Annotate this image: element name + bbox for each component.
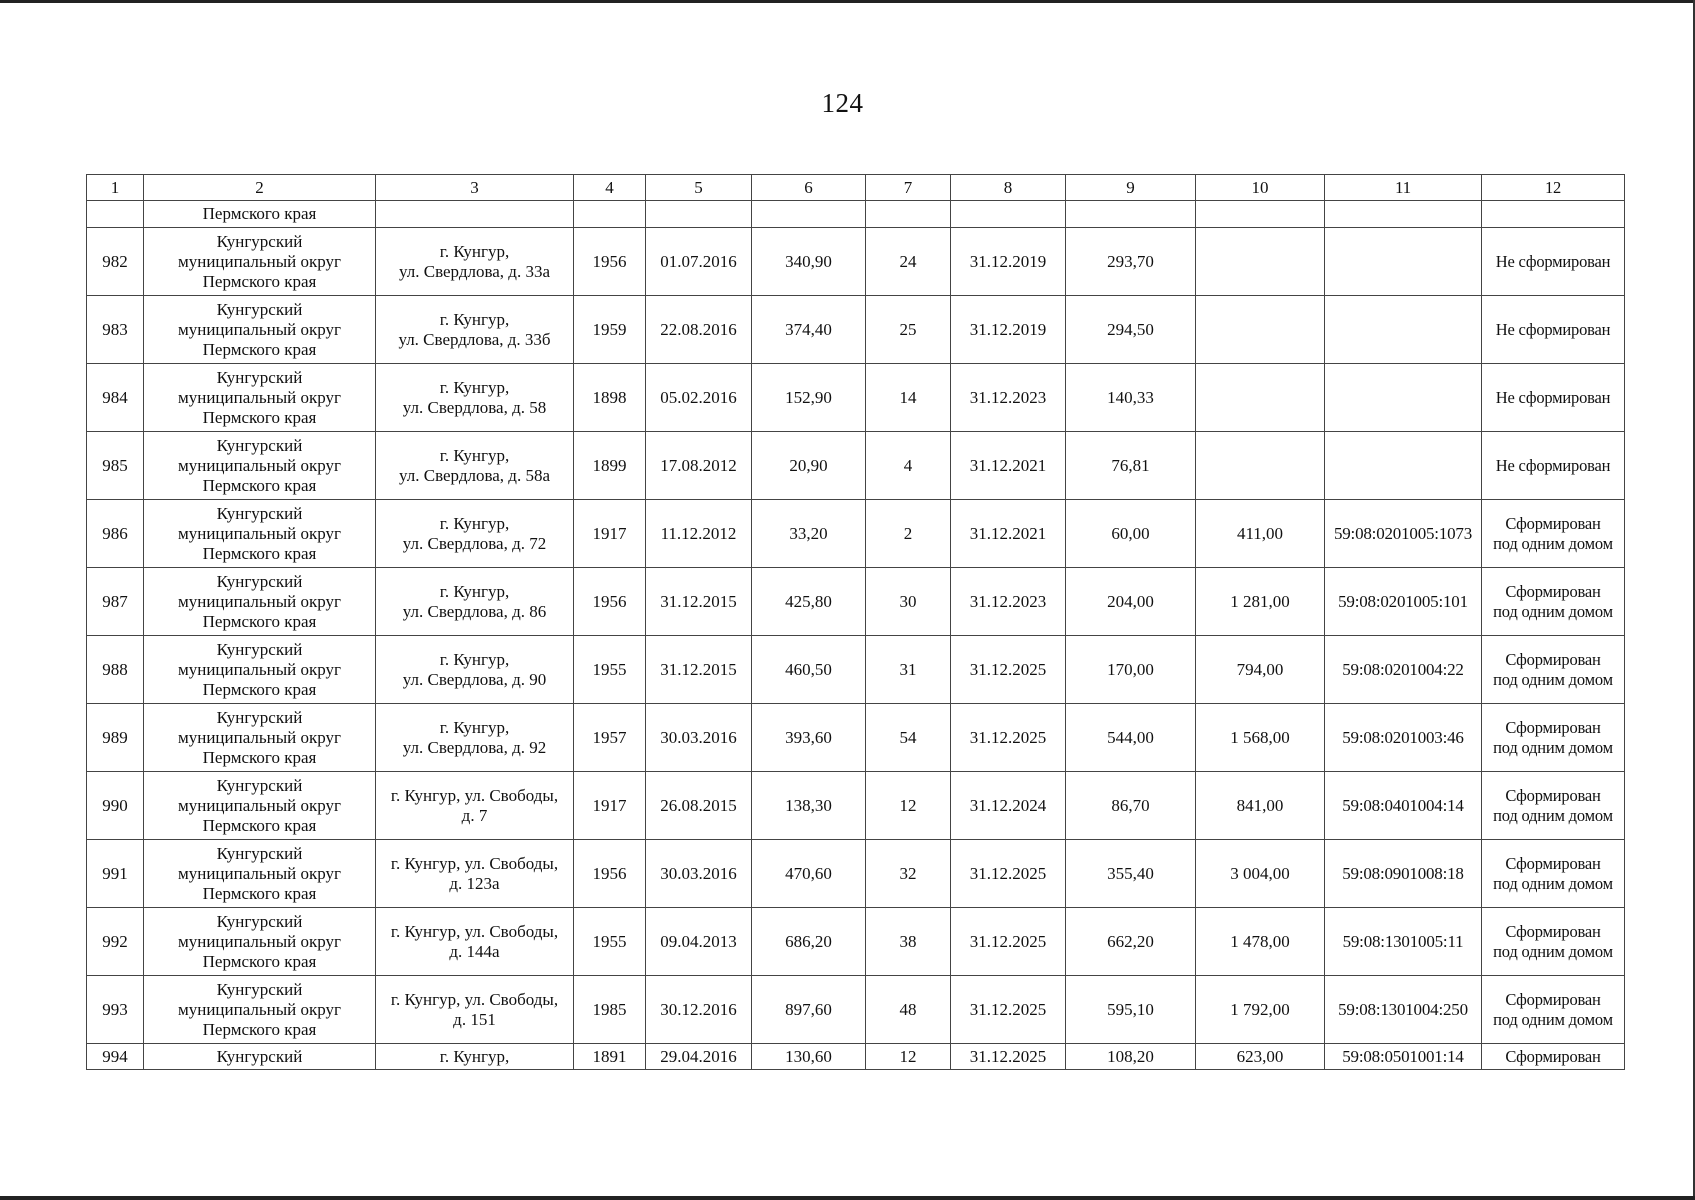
cell-residents: 12 [866, 772, 951, 840]
cell-date: 29.04.2016 [646, 1044, 752, 1070]
cell-year: 1985 [574, 976, 646, 1044]
cell-cadastral-number: 59:08:0201005:1073 [1325, 500, 1482, 568]
cell-land-area: 841,00 [1196, 772, 1325, 840]
cell-row-number: 984 [87, 364, 144, 432]
cell-living-area: 544,00 [1066, 704, 1196, 772]
cell-year [574, 201, 646, 228]
cell-residents [866, 201, 951, 228]
cell-land-status: Сформирован под одним домом [1482, 976, 1625, 1044]
cell-municipality: Кунгурский муниципальный округ Пермского края [144, 908, 376, 976]
cell-land-area [1196, 364, 1325, 432]
cell-land-area: 1 568,00 [1196, 704, 1325, 772]
table-body [87, 175, 1625, 1070]
cell-address: г. Кунгур, ул. Свердлова, д. 86 [376, 568, 574, 636]
cell-deadline: 31.12.2025 [951, 840, 1066, 908]
cell-municipality: Кунгурский муниципальный округ Пермского края [144, 840, 376, 908]
cell-residents: 2 [866, 500, 951, 568]
cell-cadastral-number: 59:08:1301004:250 [1325, 976, 1482, 1044]
cell-living-area: 76,81 [1066, 432, 1196, 500]
cell-municipality: Кунгурский муниципальный округ Пермского края [144, 500, 376, 568]
cell-date: 30.03.2016 [646, 840, 752, 908]
cell-land-status [1482, 201, 1625, 228]
cell-date: 05.02.2016 [646, 364, 752, 432]
column-header-10: 10 [1196, 175, 1325, 201]
cell-year: 1955 [574, 908, 646, 976]
cell-date: 30.12.2016 [646, 976, 752, 1044]
cell-residents: 54 [866, 704, 951, 772]
table-row [87, 432, 1625, 500]
cell-row-number: 992 [87, 908, 144, 976]
cell-area: 686,20 [752, 908, 866, 976]
cell-living-area: 170,00 [1066, 636, 1196, 704]
cell-area: 393,60 [752, 704, 866, 772]
cell-address: г. Кунгур, ул. Свердлова, д. 72 [376, 500, 574, 568]
scan-edge-bottom [0, 1196, 1695, 1200]
cell-row-number: 986 [87, 500, 144, 568]
cell-living-area: 355,40 [1066, 840, 1196, 908]
cell-date: 31.12.2015 [646, 568, 752, 636]
cell-date: 30.03.2016 [646, 704, 752, 772]
cell-date: 22.08.2016 [646, 296, 752, 364]
cell-address [376, 201, 574, 228]
cell-land-status: Не сформирован [1482, 228, 1625, 296]
cell-deadline: 31.12.2025 [951, 636, 1066, 704]
cell-area: 897,60 [752, 976, 866, 1044]
cell-residents: 14 [866, 364, 951, 432]
cell-municipality: Кунгурский муниципальный округ Пермского края [144, 636, 376, 704]
page-number: 124 [821, 88, 864, 118]
cell-residents: 48 [866, 976, 951, 1044]
table-row-partial [87, 1044, 1625, 1070]
cell-date [646, 201, 752, 228]
cell-area: 138,30 [752, 772, 866, 840]
cell-cadastral-number [1325, 296, 1482, 364]
cell-land-area [1196, 296, 1325, 364]
cell-deadline: 31.12.2019 [951, 228, 1066, 296]
cell-address: г. Кунгур, [376, 1044, 574, 1070]
header-row [87, 175, 1625, 201]
cell-address: г. Кунгур, ул. Свободы, д. 123а [376, 840, 574, 908]
cell-municipality: Кунгурский муниципальный округ Пермского края [144, 432, 376, 500]
cell-land-area: 623,00 [1196, 1044, 1325, 1070]
cell-land-area: 794,00 [1196, 636, 1325, 704]
cell-year: 1899 [574, 432, 646, 500]
cell-address: г. Кунгур, ул. Свободы, д. 7 [376, 772, 574, 840]
cell-date: 26.08.2015 [646, 772, 752, 840]
cell-municipality: Кунгурский муниципальный округ Пермского края [144, 568, 376, 636]
cell-year: 1917 [574, 500, 646, 568]
cell-row-number: 994 [87, 1044, 144, 1070]
scan-edge-top [0, 0, 1695, 3]
column-header-1: 1 [87, 175, 144, 201]
cell-area: 340,90 [752, 228, 866, 296]
cell-year: 1891 [574, 1044, 646, 1070]
table-row [87, 908, 1625, 976]
cell-land-area [1196, 228, 1325, 296]
cell-deadline: 31.12.2021 [951, 500, 1066, 568]
cell-cadastral-number [1325, 228, 1482, 296]
cell-municipality: Кунгурский муниципальный округ Пермского края [144, 228, 376, 296]
cell-deadline: 31.12.2025 [951, 704, 1066, 772]
cell-municipality: Кунгурский муниципальный округ Пермского края [144, 704, 376, 772]
cell-cadastral-number [1325, 364, 1482, 432]
cell-date: 17.08.2012 [646, 432, 752, 500]
table-row [87, 568, 1625, 636]
cell-row-number [87, 201, 144, 228]
cell-municipality: Кунгурский муниципальный округ Пермского края [144, 296, 376, 364]
table-row [87, 976, 1625, 1044]
cell-land-area: 3 004,00 [1196, 840, 1325, 908]
cell-deadline: 31.12.2025 [951, 1044, 1066, 1070]
cell-land-area: 1 281,00 [1196, 568, 1325, 636]
cell-living-area [1066, 201, 1196, 228]
cell-address: г. Кунгур, ул. Свердлова, д. 33а [376, 228, 574, 296]
cell-area: 460,50 [752, 636, 866, 704]
column-header-5: 5 [646, 175, 752, 201]
column-header-9: 9 [1066, 175, 1196, 201]
cell-row-number: 988 [87, 636, 144, 704]
table-row [87, 364, 1625, 432]
cell-living-area: 108,20 [1066, 1044, 1196, 1070]
cell-year: 1917 [574, 772, 646, 840]
column-header-6: 6 [752, 175, 866, 201]
cell-address: г. Кунгур, ул. Свердлова, д. 33б [376, 296, 574, 364]
cell-residents: 38 [866, 908, 951, 976]
cell-year: 1959 [574, 296, 646, 364]
cell-row-number: 983 [87, 296, 144, 364]
cell-residents: 30 [866, 568, 951, 636]
cell-address: г. Кунгур, ул. Свердлова, д. 58а [376, 432, 574, 500]
cell-land-status: Сформирован [1482, 1044, 1625, 1070]
cell-land-area: 1 792,00 [1196, 976, 1325, 1044]
cell-cadastral-number: 59:08:0401004:14 [1325, 772, 1482, 840]
cell-area: 33,20 [752, 500, 866, 568]
table-row [87, 636, 1625, 704]
cell-year: 1898 [574, 364, 646, 432]
table-row [87, 772, 1625, 840]
cell-row-number: 993 [87, 976, 144, 1044]
cell-land-status: Сформирован под одним домом [1482, 636, 1625, 704]
cell-land-status: Сформирован под одним домом [1482, 908, 1625, 976]
table-row [87, 704, 1625, 772]
cell-deadline: 31.12.2021 [951, 432, 1066, 500]
cell-land-area: 1 478,00 [1196, 908, 1325, 976]
table-row [87, 228, 1625, 296]
cell-land-status: Не сформирован [1482, 296, 1625, 364]
cell-row-number: 987 [87, 568, 144, 636]
cell-date: 31.12.2015 [646, 636, 752, 704]
cell-deadline: 31.12.2023 [951, 364, 1066, 432]
table-row [87, 296, 1625, 364]
cell-row-number: 990 [87, 772, 144, 840]
cell-living-area: 293,70 [1066, 228, 1196, 296]
cell-year: 1956 [574, 568, 646, 636]
cell-area: 152,90 [752, 364, 866, 432]
cell-date: 11.12.2012 [646, 500, 752, 568]
cell-living-area: 204,00 [1066, 568, 1196, 636]
cell-date: 09.04.2013 [646, 908, 752, 976]
column-header-3: 3 [376, 175, 574, 201]
cell-row-number: 989 [87, 704, 144, 772]
cell-address: г. Кунгур, ул. Свободы, д. 151 [376, 976, 574, 1044]
column-header-7: 7 [866, 175, 951, 201]
cell-cadastral-number: 59:08:0201004:22 [1325, 636, 1482, 704]
cell-land-status: Сформирован под одним домом [1482, 704, 1625, 772]
column-header-2: 2 [144, 175, 376, 201]
cell-deadline: 31.12.2023 [951, 568, 1066, 636]
cell-land-status: Не сформирован [1482, 432, 1625, 500]
cell-year: 1956 [574, 840, 646, 908]
table-row [87, 840, 1625, 908]
cell-cadastral-number [1325, 201, 1482, 228]
cell-land-area [1196, 201, 1325, 228]
cell-land-status: Сформирован под одним домом [1482, 568, 1625, 636]
cell-year: 1957 [574, 704, 646, 772]
cell-municipality: Кунгурский [144, 1044, 376, 1070]
cell-residents: 32 [866, 840, 951, 908]
cell-area: 374,40 [752, 296, 866, 364]
cell-land-area: 411,00 [1196, 500, 1325, 568]
cell-row-number: 982 [87, 228, 144, 296]
cell-row-number: 991 [87, 840, 144, 908]
column-header-8: 8 [951, 175, 1066, 201]
cell-deadline [951, 201, 1066, 228]
cell-municipality: Кунгурский муниципальный округ Пермского края [144, 772, 376, 840]
column-header-4: 4 [574, 175, 646, 201]
cell-address: г. Кунгур, ул. Свердлова, д. 58 [376, 364, 574, 432]
cell-living-area: 140,33 [1066, 364, 1196, 432]
cell-land-status: Сформирован под одним домом [1482, 840, 1625, 908]
cell-address: г. Кунгур, ул. Свердлова, д. 90 [376, 636, 574, 704]
cell-cadastral-number: 59:08:0201005:101 [1325, 568, 1482, 636]
cell-municipality: Кунгурский муниципальный округ Пермского края [144, 364, 376, 432]
cell-area: 425,80 [752, 568, 866, 636]
registry-table [86, 174, 1625, 1070]
column-header-11: 11 [1325, 175, 1482, 201]
cell-living-area: 595,10 [1066, 976, 1196, 1044]
cell-land-status: Сформирован под одним домом [1482, 500, 1625, 568]
cell-deadline: 31.12.2025 [951, 908, 1066, 976]
column-header-12: 12 [1482, 175, 1625, 201]
continuation-row [87, 201, 1625, 228]
cell-cadastral-number: 59:08:0901008:18 [1325, 840, 1482, 908]
cell-residents: 12 [866, 1044, 951, 1070]
cell-year: 1956 [574, 228, 646, 296]
cell-residents: 24 [866, 228, 951, 296]
cell-deadline: 31.12.2019 [951, 296, 1066, 364]
cell-living-area: 60,00 [1066, 500, 1196, 568]
cell-address: г. Кунгур, ул. Свердлова, д. 92 [376, 704, 574, 772]
cell-area [752, 201, 866, 228]
cell-area: 130,60 [752, 1044, 866, 1070]
cell-residents: 31 [866, 636, 951, 704]
cell-row-number: 985 [87, 432, 144, 500]
cell-living-area: 86,70 [1066, 772, 1196, 840]
cell-cadastral-number: 59:08:0201003:46 [1325, 704, 1482, 772]
cell-municipality: Кунгурский муниципальный округ Пермского края [144, 976, 376, 1044]
cell-deadline: 31.12.2025 [951, 976, 1066, 1044]
cell-cadastral-number [1325, 432, 1482, 500]
cell-land-status: Сформирован под одним домом [1482, 772, 1625, 840]
cell-address: г. Кунгур, ул. Свободы, д. 144а [376, 908, 574, 976]
cell-land-status: Не сформирован [1482, 364, 1625, 432]
cell-living-area: 662,20 [1066, 908, 1196, 976]
cell-residents: 4 [866, 432, 951, 500]
cell-deadline: 31.12.2024 [951, 772, 1066, 840]
cell-living-area: 294,50 [1066, 296, 1196, 364]
cell-cadastral-number: 59:08:0501001:14 [1325, 1044, 1482, 1070]
cell-municipality: Пермского края [144, 201, 376, 228]
cell-year: 1955 [574, 636, 646, 704]
cell-residents: 25 [866, 296, 951, 364]
cell-area: 20,90 [752, 432, 866, 500]
cell-cadastral-number: 59:08:1301005:11 [1325, 908, 1482, 976]
cell-area: 470,60 [752, 840, 866, 908]
cell-land-area [1196, 432, 1325, 500]
cell-date: 01.07.2016 [646, 228, 752, 296]
table-row [87, 500, 1625, 568]
